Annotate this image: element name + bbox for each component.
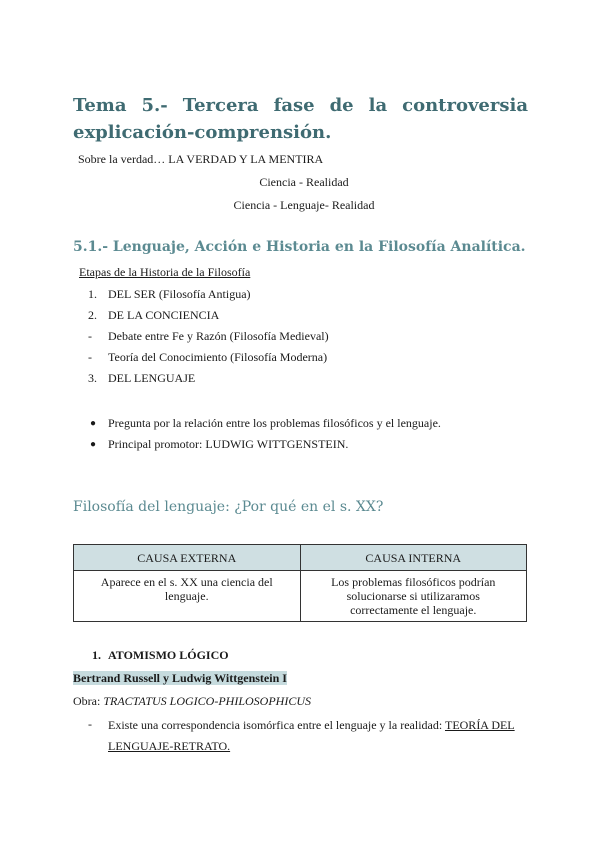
list-item: Teoría del Conocimiento (Filosofía Moderna) — [108, 350, 328, 364]
work-line — [73, 694, 311, 708]
list-marker: 2. — [88, 308, 97, 322]
work-label: Obra: — [73, 694, 104, 708]
stages-title: Etapas de la Historia de la Filosofía — [79, 265, 251, 279]
list-item: DEL SER (Filosofía Antigua) — [108, 287, 251, 301]
table-header-cell: CAUSA EXTERNA — [74, 545, 301, 571]
list-item: Pregunta por la relación entre los problemas filosóficos y el lenguaje. — [108, 416, 441, 430]
table-row — [74, 571, 527, 622]
list-item: DE LA CONCIENCIA — [108, 308, 220, 322]
authors-line — [73, 671, 287, 685]
point-text: Existe una correspondencia isomórfica entre el lenguaje y la realidad: — [108, 718, 445, 732]
table-header-row — [74, 545, 527, 571]
section-heading-5-1: 5.1.- Lenguaje, Acción e Historia en la Filosofía Analítica. — [73, 239, 526, 255]
table-cell: Los problemas filosóficos podrían solucionarse si utilizaramos correctamente el lenguaje. — [300, 571, 527, 622]
correspondence-point — [108, 715, 528, 757]
bullet-icon: ● — [90, 439, 97, 450]
list-marker: - — [88, 329, 92, 343]
table-header-cell: CAUSA INTERNA — [300, 545, 527, 571]
list-marker: - — [88, 350, 92, 364]
list-marker: - — [88, 717, 92, 731]
work-title: TRACTATUS LOGICO-PHILOSOPHICUS — [103, 694, 312, 708]
list-item: Debate entre Fe y Razón (Filosofía Medieval) — [108, 329, 329, 343]
point-term-1: TEORÍA DEL — [444, 718, 515, 732]
list-marker: 3. — [88, 371, 97, 385]
list-item: DEL LENGUAJE — [108, 371, 196, 385]
authors-highlight: Bertrand Russell y Ludwig Wittgenstein I — [73, 671, 287, 685]
intro-line: Sobre la verdad… LA VERDAD Y LA MENTIRA — [78, 152, 324, 166]
point-term-2: LENGUAJE-RETRATO. — [108, 739, 231, 753]
section-heading-atomismo: ATOMISMO LÓGICO — [108, 648, 229, 662]
section-heading-filosofia-lenguaje: Filosofía del lenguaje: ¿Por qué en el s. XX? — [73, 499, 384, 515]
table-cell: Aparece en el s. XX una ciencia del lenguaje. — [74, 571, 301, 622]
bullet-icon: ● — [90, 418, 97, 429]
section-number: 1. — [92, 648, 101, 662]
list-marker: 1. — [88, 287, 97, 301]
intro-line: Ciencia - Realidad — [259, 175, 349, 189]
intro-line: Ciencia - Lenguaje- Realidad — [233, 198, 375, 212]
page-title: Tema 5.- Tercera fase de la controversia explicación-comprensión. — [73, 95, 528, 143]
causes-table — [73, 544, 527, 622]
list-item: Principal promotor: LUDWIG WITTGENSTEIN. — [108, 437, 349, 451]
